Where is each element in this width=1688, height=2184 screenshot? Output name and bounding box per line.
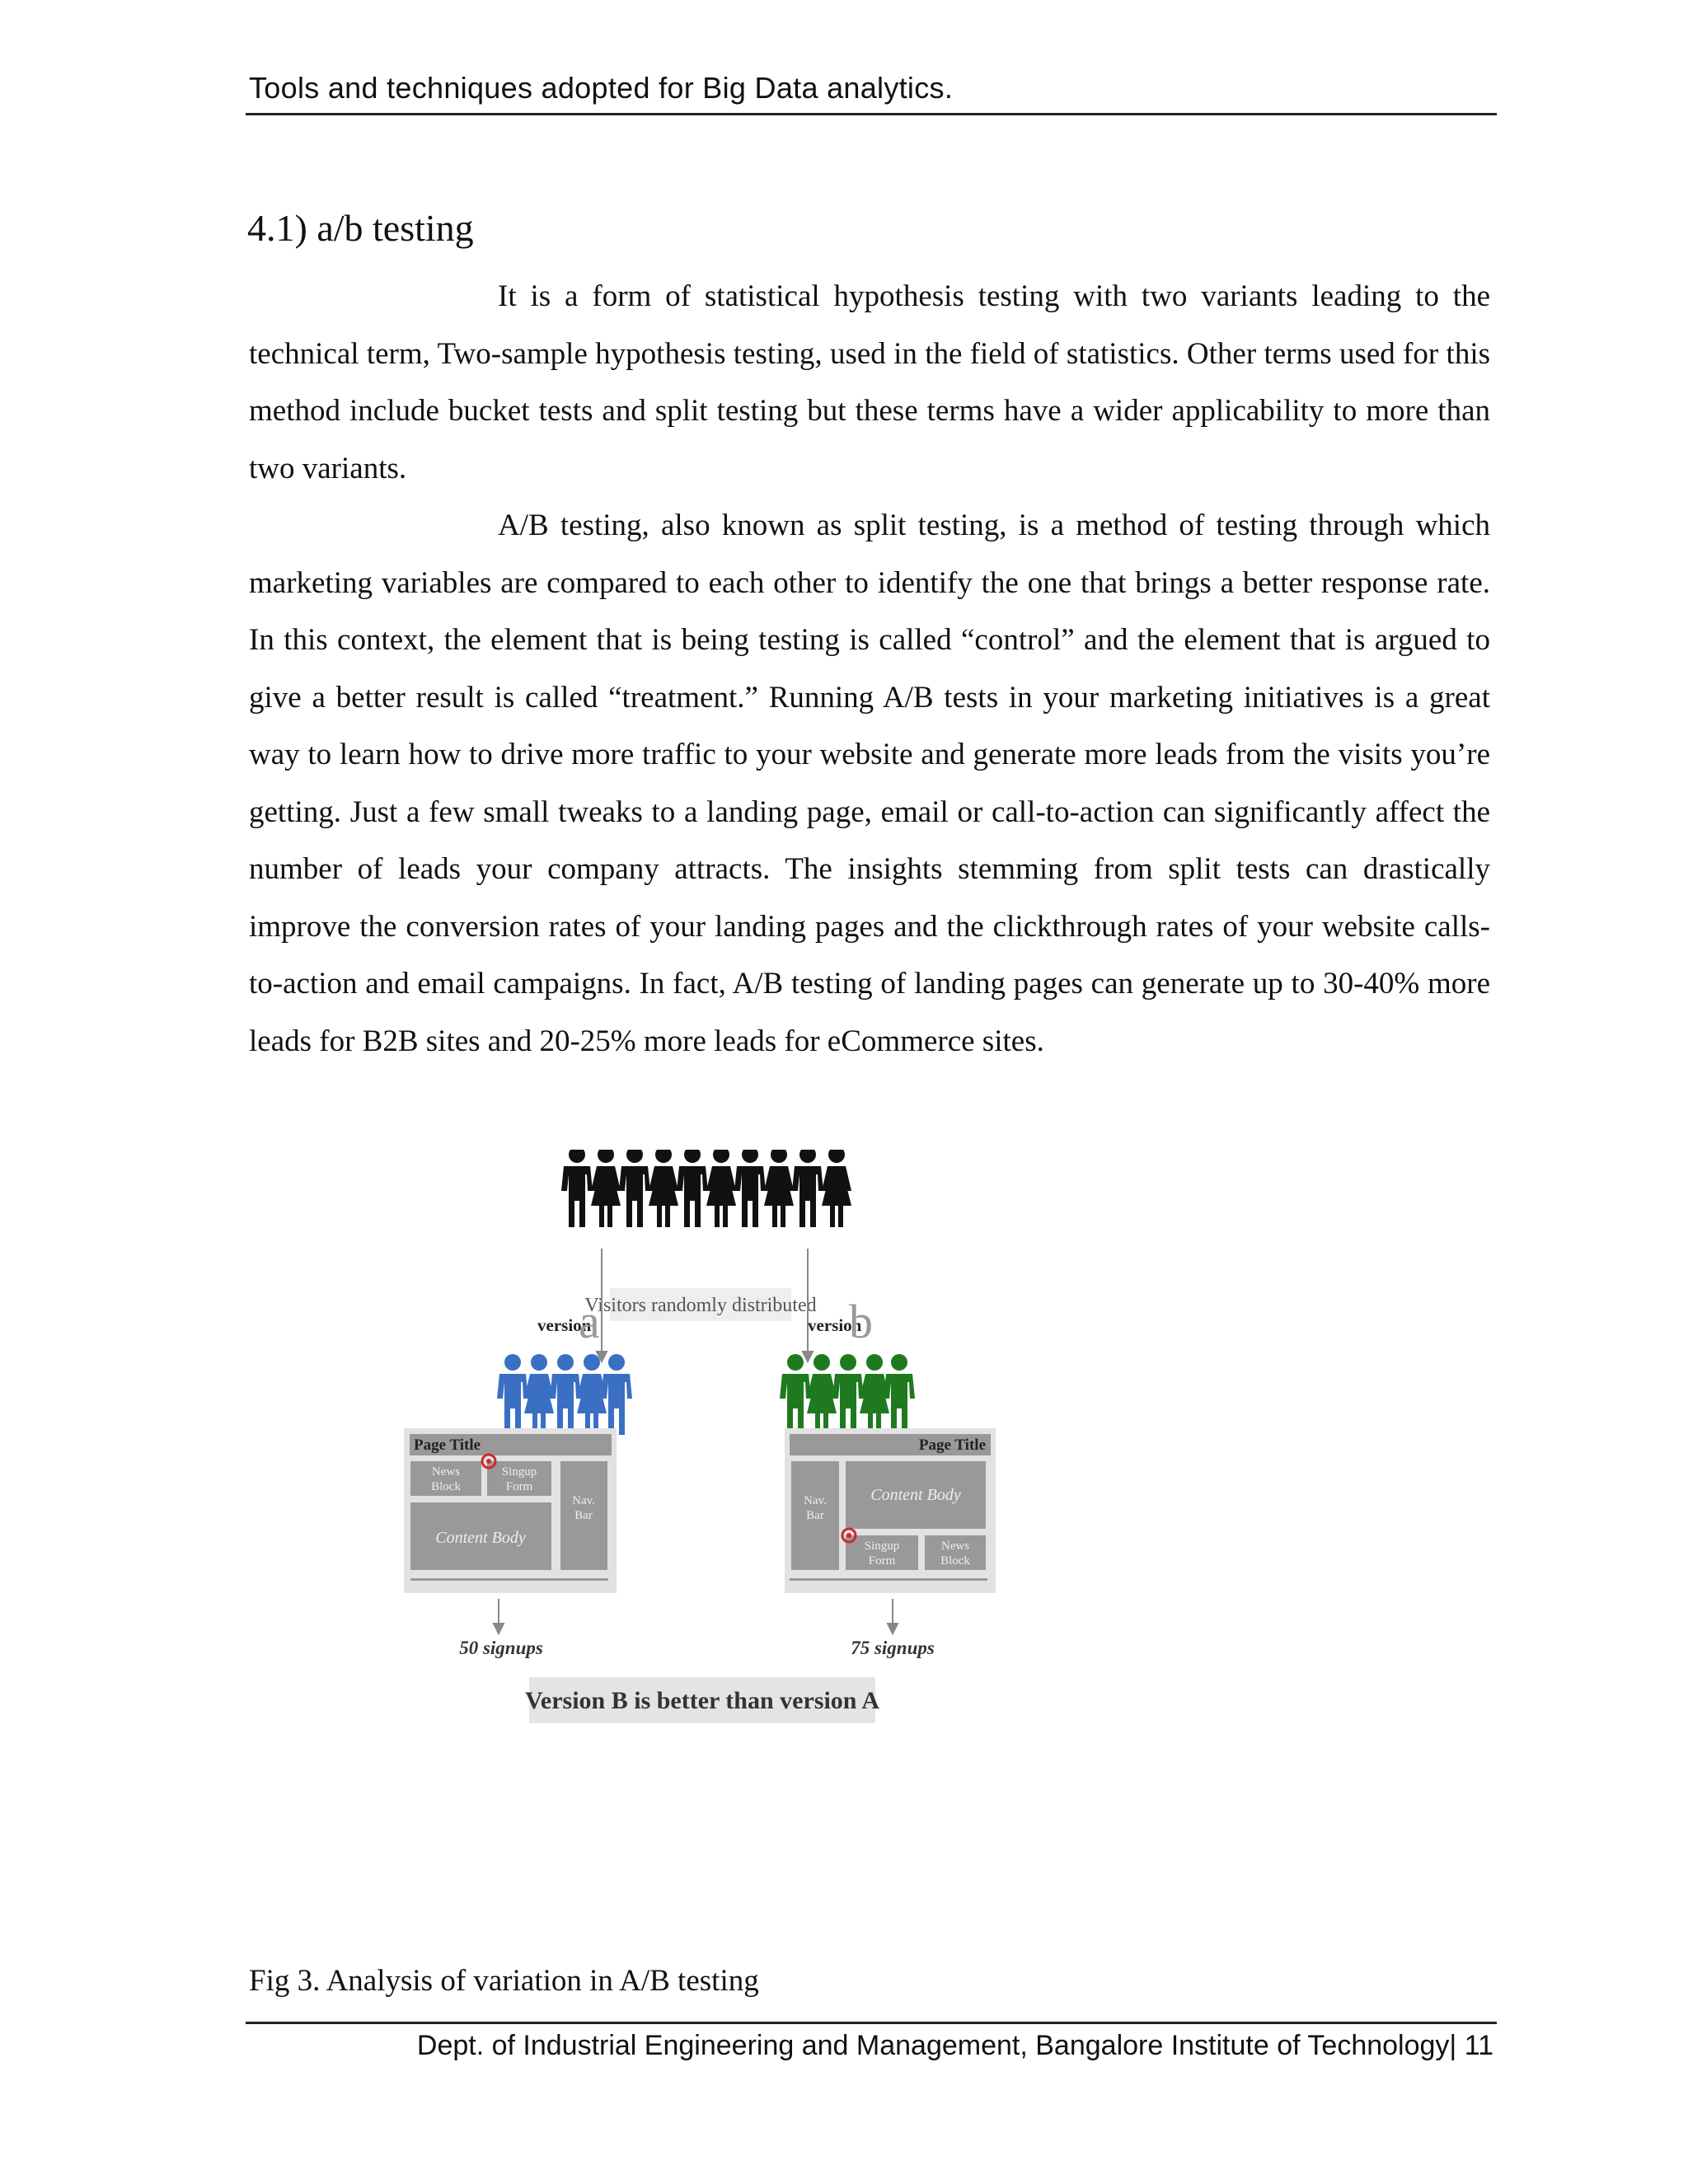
version-b-nav-line1: Nav. <box>804 1494 827 1507</box>
footer-text: Dept. of Industrial Engineering and Management, Bangalore Institute of Technology| 11 <box>416 2030 1493 2061</box>
version-b-signups: 75 signups <box>851 1638 935 1658</box>
version-a-word: version <box>537 1315 592 1335</box>
body-text <box>249 268 1490 1070</box>
version-a-content-body: Content Body <box>435 1529 526 1547</box>
section-heading: 4.1) a/b testing <box>247 207 474 249</box>
version-a-page-mockup <box>404 1428 617 1593</box>
footer-rule <box>246 2022 1497 2024</box>
paragraph-2: A/B testing, also known as split testing, is a method of testing through which marketing variables are compared to each other to identify the one that brings a better response rate. In this context, the element that is being testing is called “control” and the element that is argued to give a better result is called “treatment.” Running A/B tests in your marketing initiatives is a great way to learn how to drive more traffic to your website and generate more leads from the visits you’re getting. Just a few small tweaks to a landing page, email or call-to-action can significantly affect the number of leads your company attracts. The insights stemming from split tests can drastically improve the conversion rates of your landing pages and the clickthrough rates of your website calls-to-action and email campaigns. In fact, A/B testing of landing pages can generate up to 30-40% more leads for B2B sites and 20-25% more leads for eCommerce sites. <box>249 509 1490 1058</box>
version-b-people-icon <box>780 1354 915 1435</box>
visitor-crowd-icon <box>561 1150 851 1227</box>
paragraph-1: It is a form of statistical hypothesis testing with two variants leading to the technical term, Two-sample hypothesis testing, used in the field of statistics. Other terms used for this method include bucket tests and split testing but these terms have a wider applicability to more than two variants. <box>249 279 1490 485</box>
version-a-people-icon <box>497 1354 632 1435</box>
version-b-letter: b <box>849 1295 873 1348</box>
version-a-page-title: Page Title <box>414 1436 481 1454</box>
version-b-nav-line2: Bar <box>806 1509 824 1522</box>
visitors-label: Visitors randomly distributed <box>584 1295 817 1316</box>
header-rule <box>246 113 1497 115</box>
version-a-news-line2: Block <box>431 1480 461 1493</box>
version-b-news-line2: Block <box>940 1554 970 1568</box>
version-b-news-line1: News <box>940 1540 970 1553</box>
version-a-signup-line2: Form <box>505 1480 533 1493</box>
ab-testing-figure <box>247 1150 1335 1933</box>
version-a-news-line1: News <box>431 1465 461 1479</box>
version-b-signup-line2: Form <box>868 1554 896 1568</box>
version-b-content-body: Content Body <box>870 1486 961 1504</box>
conclusion-text: Version B is better than version A <box>524 1687 880 1714</box>
running-header: Tools and techniques adopted for Big Data analytics. <box>249 71 954 105</box>
version-a-signup-line1: Singup <box>501 1465 537 1479</box>
version-a-nav-line1: Nav. <box>572 1494 595 1507</box>
version-a-nav-line2: Bar <box>574 1509 593 1522</box>
version-b-page-mockup <box>785 1428 996 1593</box>
version-a-signups: 50 signups <box>459 1638 543 1658</box>
version-b-word: version <box>808 1315 862 1335</box>
version-a-letter: a <box>579 1295 600 1348</box>
figure-caption: Fig 3. Analysis of variation in A/B testing <box>249 1964 759 1998</box>
version-b-signup-line1: Singup <box>864 1540 900 1553</box>
version-b-page-title: Page Title <box>918 1436 986 1454</box>
